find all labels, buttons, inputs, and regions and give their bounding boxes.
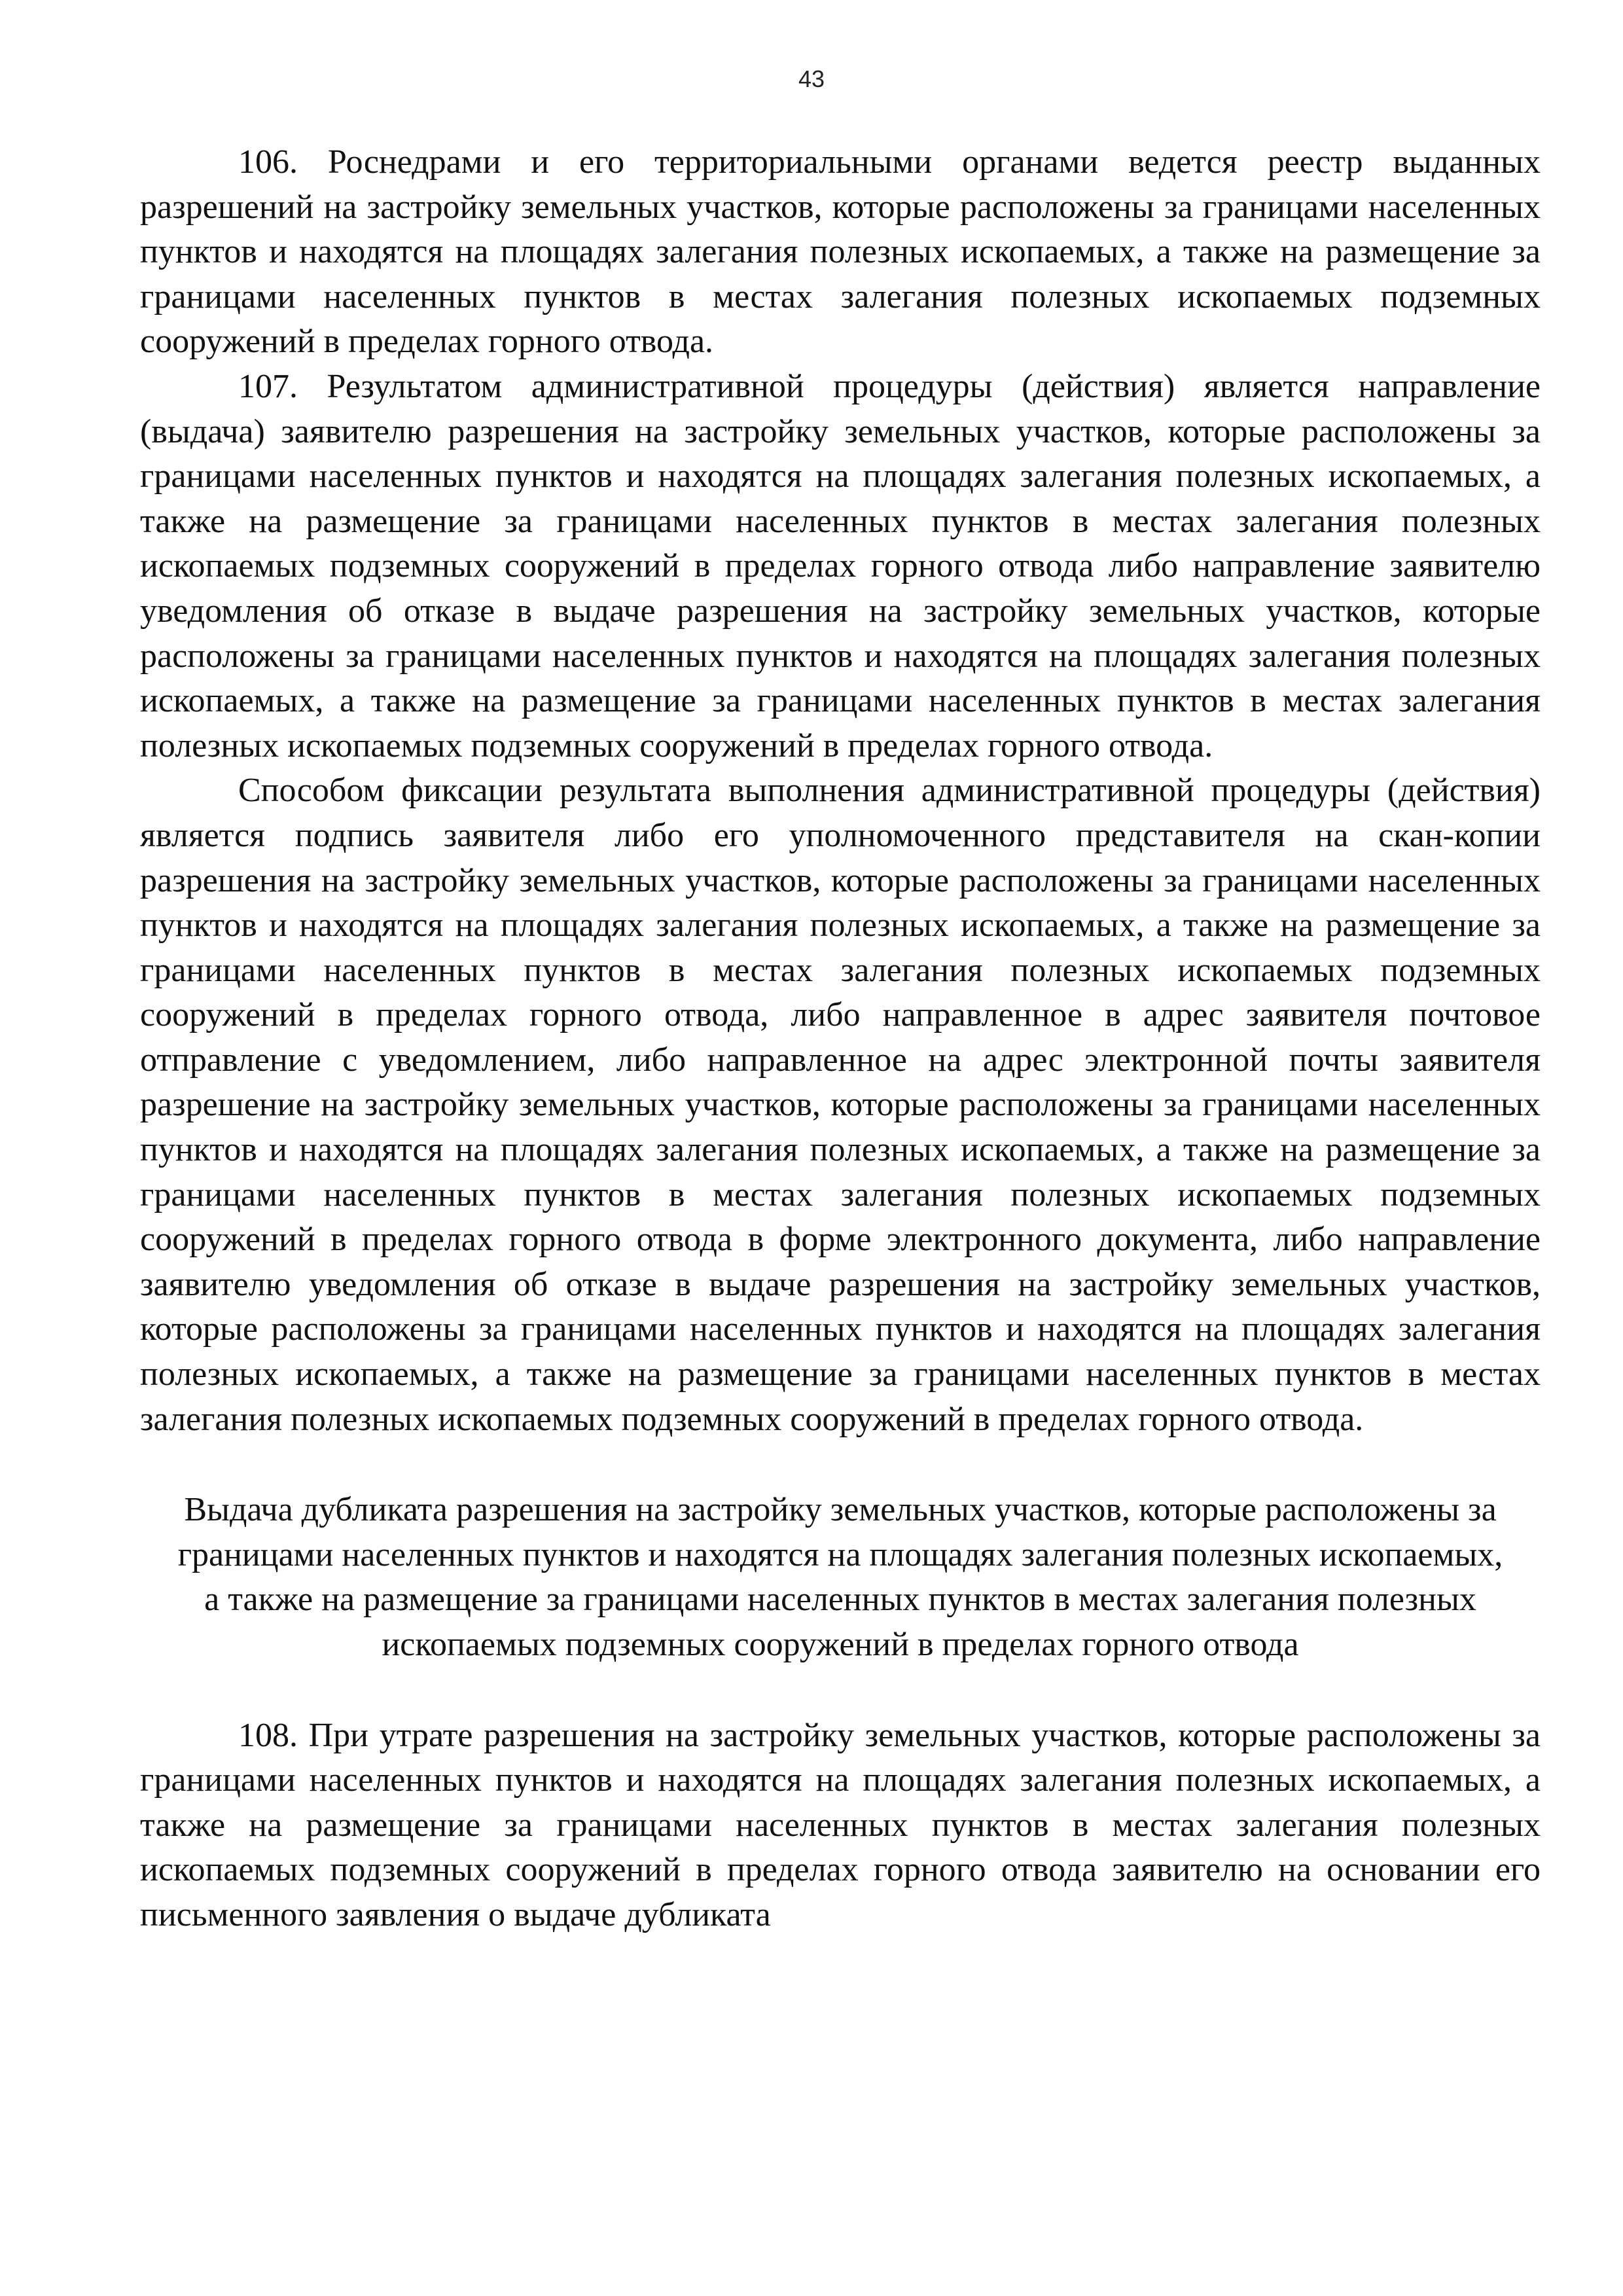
document-body (140, 140, 1541, 1938)
paragraph-106: 106. Роснедрами и его территориальными органами ведется реестр выданных разрешений на застройку земельных участков, которые расположены за границами населенных пунктов и находятся на площадях залегания полезных ископаемых, а также на размещение за границами населенных пунктов в местах залегания полезных ископаемых подземных сооружений в пределах горного отвода. (140, 143, 1541, 361)
section-heading: Выдача дубликата разрешения на застройку земельных участков, которые расположены за границами населенных пунктов и находятся на площадях залегания полезных ископаемых, а также на размещение за границами населенных пунктов в местах залегания полезных ископаемых подземных сооружений в пределах горного отвода (177, 1491, 1503, 1663)
paragraph-108: 108. При утрате разрешения на застройку земельных участков, которые расположены за границами населенных пунктов и находятся на площадях залегания полезных ископаемых, а также на размещение за границами населенных пунктов в местах залегания полезных ископаемых подземных сооружений в пределах горного отвода заявителю на основании его письменного заявления о выдаче дубликата (140, 1716, 1541, 1933)
paragraph-result-fixation: Способом фиксации результата выполнения административной процедуры (действия) является подпись заявителя либо его уполномоченного представителя на скан-копии разрешения на застройку земельных участков, которые расположены за границами населенных пунктов и находятся на площадях залегания полезных ископаемых, а также на размещение за границами населенных пунктов в местах залегания полезных ископаемых подземных сооружений в пределах горного отвода, либо направленное в адрес заявителя почтовое отправление с уведомлением, либо направленное на адрес электронной почты заявителя разрешение на застройку земельных участков, которые расположены за границами населенных пунктов и находятся на площадях залегания полезных ископаемых, а также на размещение за границами населенных пунктов в местах залегания полезных ископаемых подземных сооружений в пределах горного отвода в форме электронного документа, либо направление заявителю уведомления об отказе в выдаче разрешения на застройку земельных участков, которые расположены за границами населенных пунктов и находятся на площадях залегания полезных ископаемых, а также на размещение за границами населенных пунктов в местах залегания полезных ископаемых подземных сооружений в пределах горного отвода. (140, 772, 1541, 1438)
paragraph-107: 107. Результатом административной процедуры (действия) является направление (выдача) заявителю разрешения на застройку земельных участков, которые расположены за границами населенных пунктов и находятся на площадях залегания полезных ископаемых, а также на размещение за границами населенных пунктов в местах залегания полезных ископаемых подземных сооружений в пределах горного отвода либо направление заявителю уведомления об отказе в выдаче разрешения на застройку земельных участков, которые расположены за границами населенных пунктов и находятся на площадях залегания полезных ископаемых, а также на размещение за границами населенных пунктов в местах залегания полезных ископаемых подземных сооружений в пределах горного отвода. (140, 367, 1541, 764)
page-number: 43 (798, 65, 825, 92)
